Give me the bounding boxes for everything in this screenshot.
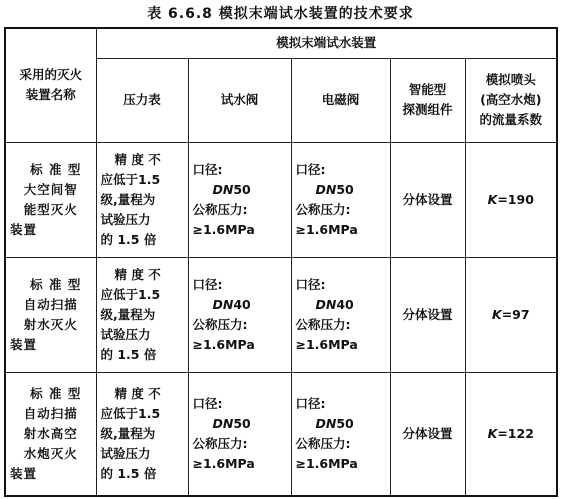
pressure-gauge-cell (96, 142, 188, 257)
accuracy-line: 应低于1.5 (100, 405, 161, 421)
dn-value (193, 295, 287, 315)
device-name-line: 水炮灭火 (23, 445, 78, 461)
detector-cell: 分体设置 (390, 142, 465, 257)
dn-value (296, 180, 386, 200)
device-name-line: 标 准 型 (30, 161, 82, 177)
solenoid-valve-cell (291, 257, 390, 372)
spec-table (4, 27, 558, 497)
device-name-line: 装置 (10, 221, 38, 237)
k-value: =97 (501, 306, 530, 322)
accuracy-line: 级,量程为 (100, 191, 156, 207)
header-detector (390, 58, 465, 142)
diameter-label: 口径: (192, 161, 223, 177)
dn-number: 40 (233, 296, 251, 312)
header-device-name (5, 28, 96, 142)
accuracy-line: 试验压力 (100, 326, 151, 342)
pressure-label: 公称压力: (192, 435, 248, 451)
dn-prefix: DN (315, 296, 337, 312)
k-label: K (487, 191, 498, 207)
header-nozzle (465, 58, 557, 142)
dn-prefix: DN (315, 415, 337, 431)
device-name-line: 自动扫描 (23, 405, 78, 421)
diameter-label: 口径: (295, 395, 326, 411)
dn-prefix: DN (212, 181, 234, 197)
k-label: K (492, 306, 502, 322)
device-name-line: 装置 (10, 465, 38, 481)
device-name-line: 大空间智 (23, 181, 78, 197)
device-name-cell (5, 372, 96, 496)
dn-number: 50 (233, 181, 251, 197)
accuracy-line: 的 1.5 倍 (100, 231, 157, 247)
dn-prefix: DN (315, 181, 337, 197)
header-nozzle-line: 的流量系数 (479, 112, 543, 127)
header-test-valve: 试水阀 (188, 58, 291, 142)
header-detector-line: 智能型 (408, 82, 447, 97)
device-name-line: 射水灭火 (23, 316, 78, 332)
pressure-value: ≥1.6MPa (295, 221, 358, 237)
header-solenoid-valve: 电磁阀 (291, 58, 390, 142)
k-factor-cell (465, 142, 557, 257)
diameter-label: 口径: (295, 276, 326, 292)
detector-cell: 分体设置 (390, 257, 465, 372)
dn-value (193, 180, 287, 200)
solenoid-valve-cell (291, 372, 390, 496)
k-factor-cell (465, 257, 557, 372)
solenoid-valve-cell (291, 142, 390, 257)
device-name-line: 标 准 型 (30, 276, 82, 292)
accuracy-line: 精 度 不 (114, 385, 161, 401)
device-name-line: 射水高空 (23, 425, 78, 441)
header-detector-line: 探测组件 (402, 102, 453, 117)
pressure-label: 公称压力: (192, 201, 248, 217)
table-row (5, 372, 557, 496)
pressure-gauge-cell (96, 257, 188, 372)
k-factor-cell (465, 372, 557, 496)
dn-value (193, 414, 287, 434)
test-valve-cell (188, 142, 291, 257)
k-label: K (487, 425, 498, 441)
accuracy-line: 试验压力 (100, 445, 151, 461)
pressure-label: 公称压力: (192, 316, 248, 332)
device-name-line: 能型灭火 (23, 201, 78, 217)
accuracy-line: 级,量程为 (100, 306, 156, 322)
pressure-label: 公称压力: (295, 435, 351, 451)
accuracy-line: 试验压力 (100, 211, 151, 227)
pressure-label: 公称压力: (295, 316, 351, 332)
diameter-label: 口径: (192, 276, 223, 292)
dn-number: 50 (336, 415, 354, 431)
header-nozzle-line: (高空水炮) (480, 92, 542, 107)
test-valve-cell (188, 372, 291, 496)
test-valve-cell (188, 257, 291, 372)
header-pressure-gauge: 压力表 (96, 58, 188, 142)
accuracy-line: 的 1.5 倍 (100, 465, 157, 481)
dn-prefix: DN (212, 296, 234, 312)
header-nozzle-line: 模拟喷头 (485, 72, 536, 87)
device-name-line: 自动扫描 (23, 296, 78, 312)
table-row (5, 257, 557, 372)
k-value: =190 (497, 191, 534, 207)
dn-number: 40 (336, 296, 354, 312)
pressure-value: ≥1.6MPa (192, 455, 255, 471)
table-title: 表 6.6.8 模拟末端试水装置的技术要求 (147, 6, 414, 22)
dn-value (296, 414, 386, 434)
device-name-cell (5, 257, 96, 372)
diameter-label: 口径: (192, 395, 223, 411)
detector-cell: 分体设置 (390, 372, 465, 496)
dn-number: 50 (233, 415, 251, 431)
pressure-value: ≥1.6MPa (192, 336, 255, 352)
dn-prefix: DN (212, 415, 234, 431)
pressure-value: ≥1.6MPa (192, 221, 255, 237)
pressure-value: ≥1.6MPa (295, 336, 358, 352)
pressure-label: 公称压力: (295, 201, 351, 217)
device-name-line: 装置 (10, 336, 38, 352)
accuracy-line: 精 度 不 (114, 151, 161, 167)
header-device-name-line: 装置名称 (25, 87, 76, 103)
device-name-line: 标 准 型 (30, 385, 82, 401)
pressure-value: ≥1.6MPa (295, 455, 358, 471)
header-group: 模拟末端试水装置 (96, 28, 557, 58)
accuracy-line: 应低于1.5 (100, 171, 161, 187)
dn-number: 50 (336, 181, 354, 197)
accuracy-line: 的 1.5 倍 (100, 346, 157, 362)
accuracy-line: 精 度 不 (114, 266, 161, 282)
diameter-label: 口径: (295, 161, 326, 177)
accuracy-line: 应低于1.5 (100, 286, 161, 302)
dn-value (296, 295, 386, 315)
header-device-name-line: 采用的灭火 (19, 67, 82, 83)
accuracy-line: 级,量程为 (100, 425, 156, 441)
table-row (5, 142, 557, 257)
k-value: =122 (497, 425, 534, 441)
pressure-gauge-cell (96, 372, 188, 496)
device-name-cell (5, 142, 96, 257)
